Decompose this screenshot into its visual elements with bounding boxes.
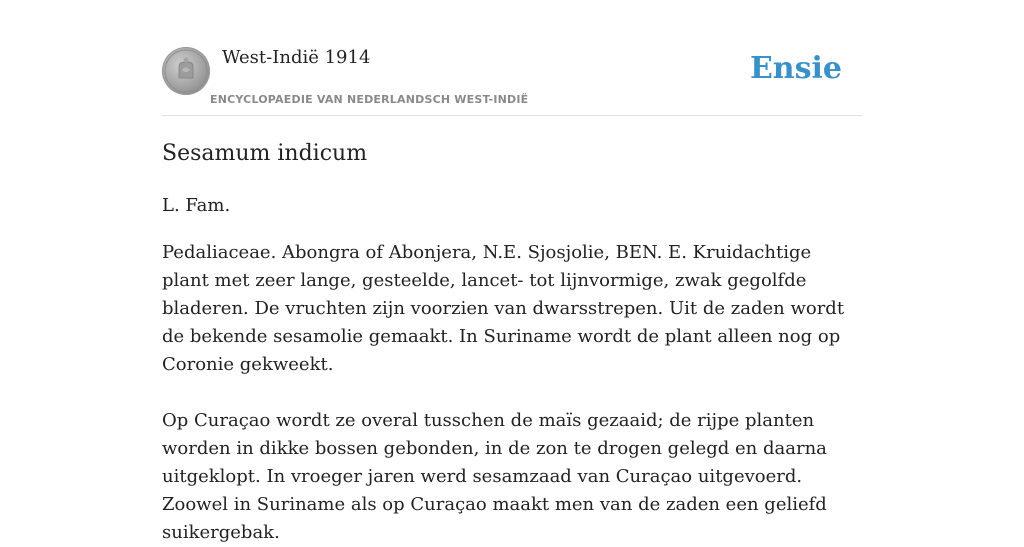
book-subtitle: ENCYCLOPAEDIE VAN NEDERLANDSCH WEST-INDIË <box>210 93 529 106</box>
book-title[interactable]: West-Indië 1914 <box>222 47 371 68</box>
coin-seal-graphic <box>162 47 210 95</box>
coin-seal-icon[interactable] <box>162 47 210 95</box>
site-header <box>162 0 862 116</box>
article-title: Sesamum indicum <box>162 141 368 166</box>
article-paragraph: Pedaliaceae. Abongra of Abonjera, N.E. Sjosjolie, BEN. E. Kruidachtige plant met zeer lange, gesteelde, lancet- tot lijnvormige, zwak gegolfde bladeren. De vruchten zijn voorzien van dwarsstrepen. Uit de zaden wordt de bekende sesamolie gemaakt. In Suriname wordt de plant alleen nog op Coronie gekweekt. <box>162 242 845 375</box>
article-author: L. Fam. <box>162 195 231 216</box>
article-paragraph: Op Curaçao wordt ze overal tusschen de maïs gezaaid; de rijpe planten worden in dikke bossen gebonden, in de zon te drogen gelegd en daarna uitgeklopt. In vroeger jaren werd sesamzaad van Curaçao uitgevoerd. Zoowel in Suriname als op Curaçao maakt men van de zaden een geliefd suikergebak. <box>162 410 827 543</box>
article-content <box>162 138 862 547</box>
brand-logo-link[interactable]: Ensie <box>749 51 842 86</box>
